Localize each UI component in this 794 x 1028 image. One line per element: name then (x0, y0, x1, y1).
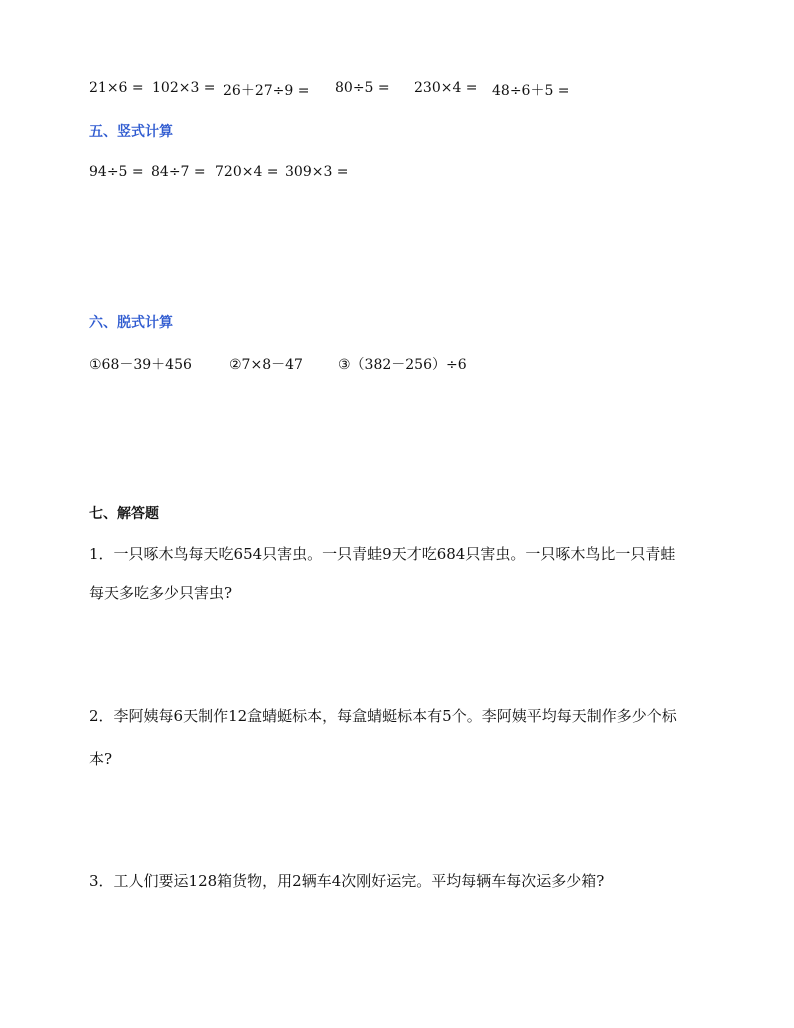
step-item-3: ③（382－256）÷6 (338, 357, 467, 373)
section6-title: 六、脱式计算 (89, 315, 173, 331)
oral-item-3: 26＋27÷9 = (223, 83, 310, 99)
question-2-line-1: 2．李阿姨每6天制作12盒蜻蜓标本，每盒蜻蜓标本有5个。李阿姨平均每天制作多少个标 (89, 707, 677, 725)
section7-title: 七、解答题 (89, 506, 159, 522)
vertical-item-4: 309×3 = (285, 164, 349, 180)
question-3-line-1: 3．工人们要运128箱货物，用2辆车4次刚好运完。平均每辆车每次运多少箱? (89, 872, 605, 890)
oral-item-6: 48÷6＋5 = (492, 83, 570, 99)
oral-item-5: 230×4 = (414, 80, 478, 96)
vertical-item-2: 84÷7 = (151, 164, 206, 180)
step-item-1: ①68－39＋456 (89, 357, 192, 373)
question-1-line-1: 1．一只啄木鸟每天吃654只害虫。一只青蛙9天才吃684只害虫。一只啄木鸟比一只青蛙 (89, 545, 676, 563)
vertical-item-1: 94÷5 = (89, 164, 144, 180)
section5-title: 五、竖式计算 (89, 124, 173, 140)
question-2-line-2: 本? (89, 750, 113, 768)
step-item-2: ②7×8－47 (229, 357, 303, 373)
oral-item-4: 80÷5 = (335, 80, 390, 96)
vertical-item-3: 720×4 = (215, 164, 279, 180)
question-1-line-2: 每天多吃多少只害虫? (89, 584, 233, 602)
oral-item-1: 21×6 = (89, 80, 144, 96)
oral-item-2: 102×3 = (152, 80, 216, 96)
